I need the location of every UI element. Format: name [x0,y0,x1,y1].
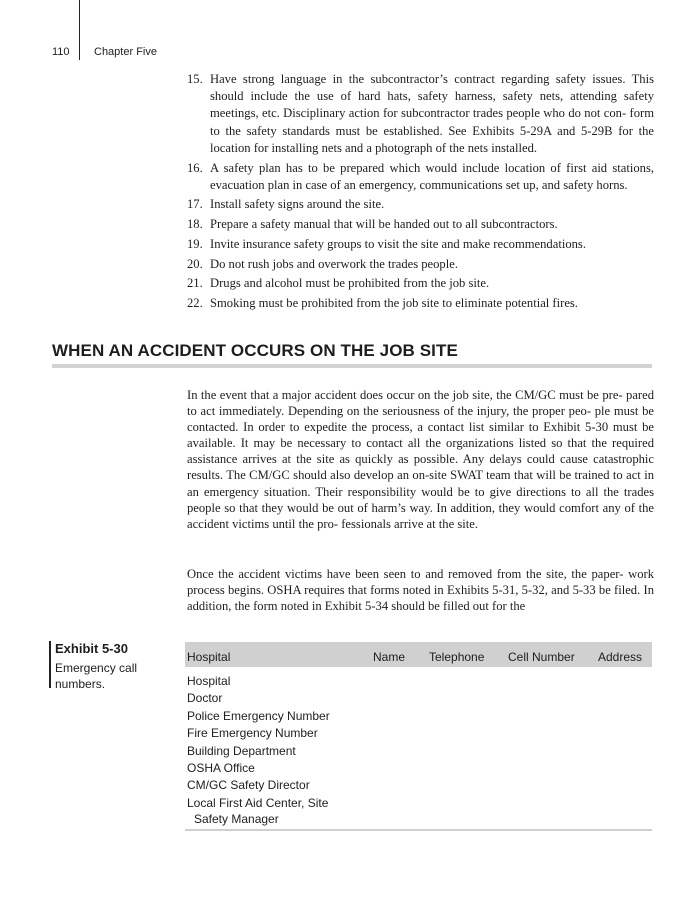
table-row-continuation: Safety Manager [194,812,279,827]
exhibit-caption: Emergency call numbers. [55,661,138,691]
section-rule [52,364,652,368]
list-item: 17. Install safety signs around the site. [187,197,385,212]
table-row: Doctor [187,691,223,706]
list-item: 20. Do not rush jobs and overwork the trades people. [187,256,458,271]
body-paragraph: In the event that a major accident does occur on the job site, the CM/GC must be pre- pared to act immediately. Depending on the seriousness of the injury, the proper peo- ple must be contacted. In order to expedite the process, a contact list similar to Exhibit 5-30 must be available. It may be necessary to contact all the organizations listed so that the required assistance arrives at the site as quickly as possible. Any delays could cause catastrophic results. The CM/GC should also develop an on-site SWAT team that will be trained to act in an emergency situation. Their responsibility would be to give directions to all the trades people so that they would be out of harm’s way. In addition, they would comfort any of the accident victims until the pro- fessionals arrive at the site. [187,388,654,531]
page-number: 110 [52,46,70,58]
exhibit-title: Exhibit 5-30 [55,641,128,656]
column-header-hospital: Hospital [187,650,231,664]
list-item: 18. Prepare a safety manual that will be handed out to all subcontractors. [187,217,558,232]
body-paragraph: Once the accident victims have been seen to and removed from the site, the paper- work process begins. OSHA requires that forms noted in Exhibits 5-31, 5-32, and 5-33 be filed. In addition, the form noted in Exhibit 5-34 should be filled out for the [187,567,654,614]
column-header-address: Address [598,650,643,664]
table-row: CM/GC Safety Director [187,778,310,793]
list-item: 16. A safety plan has to be prepared which would include location of first aid stations, evacuation plan in case of an emergency, communications set up, and safety horns. [187,160,654,192]
list-item: 22. Smoking must be prohibited from the job site to eliminate potential fires. [187,295,578,310]
table-row: Hospital [187,674,231,688]
contact-table-rows [187,673,652,827]
table-row-label: Local First Aid Center, Site [187,795,329,810]
table-row: OSHA Office [187,761,255,776]
section-title: WHEN AN ACCIDENT OCCURS ON THE JOB SITE [52,341,458,360]
list-item: 21. Drugs and alcohol must be prohibited from the job site. [187,276,490,291]
exhibit-bar [49,641,51,688]
table-row: Police Emergency Number [187,708,330,723]
column-header-telephone: Telephone [429,650,485,664]
header-divider [79,0,80,60]
safety-list [187,71,654,315]
list-item: 15. Have strong language in the subcontractor’s contract regarding safety issues. This should include the use of hard hats, safety harness, safety nets, attending safety meetings, etc. Disciplinary action for subcontractor trades people who do not con- form to the safety standards must be established. See Exhibits 5-29A and 5-29B for the location for installing nets and a photograph of the nets installed. [187,72,654,155]
column-header-cell-number: Cell Number [508,650,575,664]
table-header [185,642,652,667]
column-header-name: Name [373,650,406,664]
list-item: 19. Invite insurance safety groups to visit the site and make recommendations. [187,236,586,251]
table-bottom-rule [185,829,652,831]
chapter-label: Chapter Five [94,46,157,58]
table-row: Fire Emergency Number [187,726,318,741]
table-row [187,795,652,827]
table-row: Building Department [187,743,296,758]
